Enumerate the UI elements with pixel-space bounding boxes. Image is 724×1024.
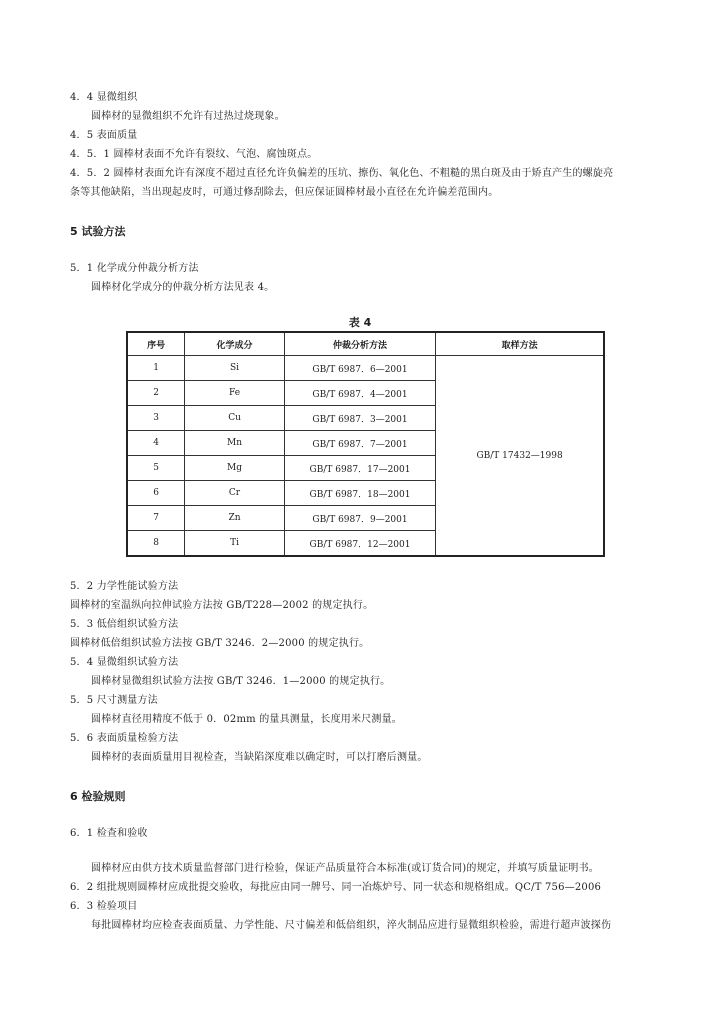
paragraph-text: 圆棒材的显微组织不允许有过热过烧现象。 xyxy=(91,111,285,122)
clause-6-2: 6．2 组批规则圆棒材应成批提交验收，每批应由同一牌号、同一冶炼炉号、同一状态和规格组成。QC/T 756—2006 xyxy=(70,882,602,893)
table-cell: GB/T 6987．18—2001 xyxy=(284,481,435,506)
table-cell: Ti xyxy=(185,531,285,557)
table-cell: GB/T 6987．7—2001 xyxy=(284,431,435,456)
paragraph-text: 圆棒材的表面质量用目视检查，当缺陷深度难以确定时，可以打磨后测量。 xyxy=(91,752,428,763)
clause-5-4: 5．4 显微组织试验方法 xyxy=(70,657,179,668)
table-row xyxy=(127,356,604,381)
table-cell: Mn xyxy=(185,431,285,456)
header-cell: 取样方法 xyxy=(436,332,604,356)
clause-5-3: 5．3 低倍组织试验方法 xyxy=(70,619,179,630)
table-cell: 2 xyxy=(127,381,185,406)
clause-5-5: 5．5 尺寸测量方法 xyxy=(70,695,158,706)
section-6-heading: 6 检验规则 xyxy=(70,790,126,803)
table-cell: GB/T 6987．6—2001 xyxy=(284,356,435,381)
section-5-heading: 5 试验方法 xyxy=(70,225,126,238)
clause-6-1: 6．1 检查和验收 xyxy=(70,828,148,839)
table-cell: 5 xyxy=(127,456,185,481)
paragraph-text: 圆棒材的室温纵向拉伸试验方法按 GB/T228—2002 的规定执行。 xyxy=(70,600,374,611)
table-header-row xyxy=(127,332,604,356)
table-title: 表 4 xyxy=(348,316,372,329)
table-cell: 3 xyxy=(127,406,185,431)
table-cell: 4 xyxy=(127,431,185,456)
table-cell: Zn xyxy=(185,506,285,531)
table-cell: GB/T 6987．12—2001 xyxy=(284,531,435,557)
clause-5-1: 5．1 化学成分仲裁分析方法 xyxy=(70,263,199,274)
paragraph-text: 圆棒材低倍组织试验方法按 GB/T 3246．2—2000 的规定执行。 xyxy=(70,638,370,649)
clause-4-5-2: 4．5．2 圆棒材表面允许有深度不超过直径允许负偏差的压坑、擦伤、氧化色、不粗糙的黑白斑及由于矫直产生的螺旋亮 xyxy=(70,168,614,179)
clause-4-5: 4．5 表面质量 xyxy=(70,130,138,141)
paragraph-text: 圆棒材显微组织试验方法按 GB/T 3246．1—2000 的规定执行。 xyxy=(91,676,391,687)
table-cell: GB/T 6987．17—2001 xyxy=(284,456,435,481)
header-cell: 化学成分 xyxy=(185,332,285,356)
table-cell: GB/T 6987．3—2001 xyxy=(284,406,435,431)
table-cell: 6 xyxy=(127,481,185,506)
sampling-method-cell: GB/T 17432—1998 xyxy=(436,356,604,557)
clause-4-5-1: 4．5．1 圆棒材表面不允许有裂纹、气泡、腐蚀斑点。 xyxy=(70,149,318,160)
table-cell: Fe xyxy=(185,381,285,406)
header-cell: 序号 xyxy=(127,332,185,356)
table-cell: 7 xyxy=(127,506,185,531)
table-4 xyxy=(126,331,605,557)
paragraph-text: 圆棒材直径用精度不低于 0．02mm 的量具测量，长度用米尺测量。 xyxy=(91,714,403,725)
clause-4-4: 4．4 显微组织 xyxy=(70,92,138,103)
header-cell: 仲裁分析方法 xyxy=(284,332,435,356)
table-cell: 1 xyxy=(127,356,185,381)
table-cell: GB/T 6987．9—2001 xyxy=(284,506,435,531)
table-cell: Mg xyxy=(185,456,285,481)
clause-5-2: 5．2 力学性能试验方法 xyxy=(70,581,179,592)
table-cell: Si xyxy=(185,356,285,381)
table-cell: Cu xyxy=(185,406,285,431)
clause-6-3: 6．3 检验项目 xyxy=(70,901,138,912)
table-cell: GB/T 6987．4—2001 xyxy=(284,381,435,406)
paragraph-text: 圆棒材应由供方技术质量监督部门进行检验，保证产品质量符合本标准(或订货合同)的规定，并填写质量证明书。 xyxy=(91,863,600,874)
paragraph-text: 圆棒材化学成分的仲裁分析方法见表 4。 xyxy=(91,282,275,293)
clause-5-6: 5．6 表面质量检验方法 xyxy=(70,733,179,744)
paragraph-text: 每批圆棒材均应检查表面质量、力学性能、尺寸偏差和低倍组织，淬火制品应进行显微组织检验，需进行超声波探伤 xyxy=(91,920,612,931)
paragraph-text: 条等其他缺陷，当出现起皮时，可通过修刮除去，但应保证圆棒材最小直径在允许偏差范围内。 xyxy=(70,187,499,198)
table-cell: Cr xyxy=(185,481,285,506)
table-cell: 8 xyxy=(127,531,185,557)
